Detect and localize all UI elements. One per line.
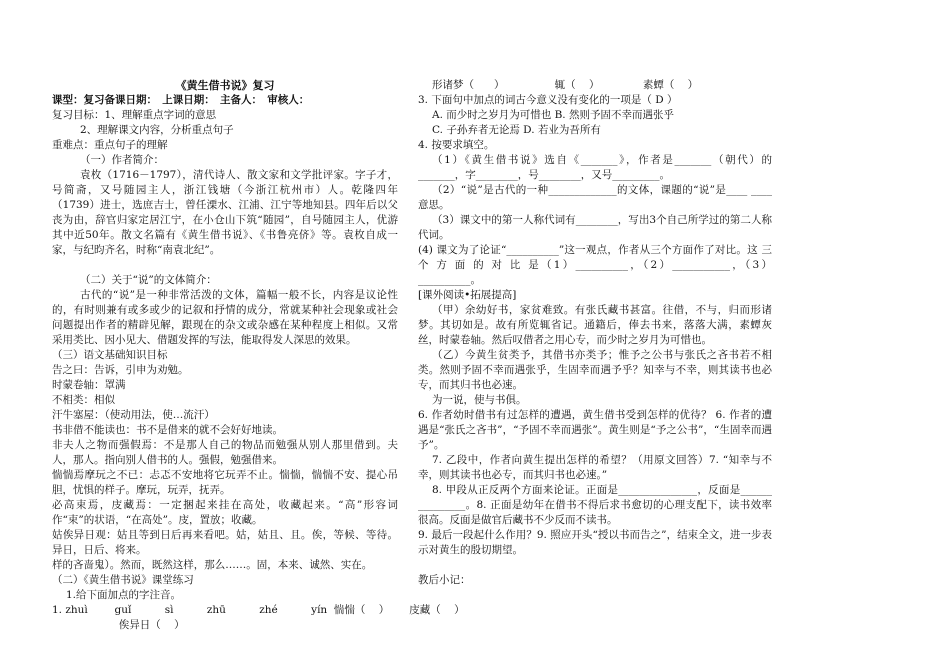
right-line: （乙）今黄生贫类予，其借书亦类予；惟予之公书与张氏之吝书若不相类。然则予固不幸而遇张乎，生固幸而遇予乎？知幸与不幸，则其读书也必专，而其归书也必速。: [418, 349, 772, 391]
left-line: 1.给下面加点的字注音。: [66, 589, 182, 601]
right-line: [418, 558, 772, 573]
left-line: 1. zhuì guǐ sì zhū zhé yín 惴惴（ ） 庋藏（ ）: [52, 604, 465, 616]
right-line: （1）《黄生借书说》选自《_______》，作者是_______（朝代）的_______，字________，号________，又号_________。: [418, 154, 772, 181]
right-line: 8. 甲段从正反两个方面来论证。正面是_______________，反面是______ _________。8. 正面是幼年在借书不得后求书愈切的心理支配下，读书效率很高。反面是做官后藏书不少反而不读书。: [418, 484, 772, 526]
left-line: 汗牛塞屋：（使动用法，使…流汗）: [52, 409, 215, 421]
left-line: 非夫人之物而强假焉：不是那人自己的物品而勉强从别人那里借到。夫人，那人。指向别人借书的人。强假，勉强借来。: [52, 439, 398, 466]
left-line: （二）关于“说”的文体简介：: [80, 274, 217, 286]
left-line: 必高束焉，庋藏焉：一定捆起来挂在高处，收藏起来。“高”形容词作“束”的状语，“在高处”。庋，置放；收藏。: [52, 499, 398, 526]
left-line: 告之曰：告诉，引申为劝勉。: [52, 364, 189, 376]
left-line: 姑俟异日观：姑且等到日后再来看吧。姑，姑且、且。俟，等候、等待。异日，日后、将来。: [52, 529, 398, 556]
right-line: 4. 按要求填空。: [418, 139, 495, 151]
document-title: 《黄生借书说》复习: [175, 79, 275, 92]
left-line: 书非借不能读也：书不是借来的就不会好好地读。: [52, 424, 283, 436]
left-line: 重难点：重点句子的理解: [52, 139, 168, 151]
right-line: 形诸梦（ ） 辄（ ） 素蟫（ ）: [432, 79, 699, 91]
right-line: A. 而少时之岁月为可惜也 B. 然则予固不幸而遇张乎: [432, 109, 674, 121]
right-line: 7. 乙段中，作者向黄生提出怎样的希望？（用原文回答）7. “知幸与不幸，则其读书也必专，而其归书也必速。”: [418, 454, 772, 481]
left-line: 2、理解课文内容，分析重点句子: [80, 124, 234, 136]
right-line: （3）课文中的第一人称代词有________，写出3个自己所学过的第二人称代词。: [418, 214, 772, 241]
right-line: C. 子孙弃者无论焉 D. 若业为吾所有: [432, 124, 601, 136]
left-line: 惴惴焉摩玩之不已：忐忑不安地将它玩弄不止。惴惴，惴惴不安、提心吊胆，忧惧的样子。摩玩，玩弄，抚弄。: [52, 469, 398, 496]
left-line: 古代的“说”是一种非常活泼的文体，篇幅一般不长，内容是议论性的，有时则兼有或多或少的记叙和抒情的成分，常就某种社会现象或社会问题提出作者的精辟见解，跟现在的杂文或杂感在某种程度上相似。又常采用类比、因小见大、借题发挥的写法，能取得发人深思的效果。: [52, 289, 398, 346]
left-line: （二）《黄生借书说》课堂练习: [52, 574, 194, 586]
left-line: [52, 258, 398, 273]
right-line: (4) 课文为了论证“__________”这一观点，作者从三个方面作了对比。这 三 个 方 面 的 对 比 是（1）__________，（2）___________，（3）__________。: [418, 244, 772, 286]
lesson-meta: 课型：复习备课日期： 上课日期： 主备人： 审核人：: [52, 94, 310, 106]
left-line: 复习目标：1、理解重点字词的意思: [52, 109, 217, 121]
left-line: 时蒙卷轴：罩满: [52, 379, 126, 391]
left-line: 不相类：相似: [52, 394, 115, 406]
right-line: （2）“说”是古代的一种_____________的文体，课题的“说”是____ ____意思。: [418, 184, 772, 211]
left-line: （三）语文基础知识目标: [52, 349, 168, 361]
left-line: 俟异日（ ）: [52, 619, 185, 631]
right-line: 为一说，使与书俱。: [432, 394, 527, 406]
right-column: [418, 78, 772, 588]
right-line: 3. 下面句中加点的词古今意义没有变化的一项是（ D ）: [418, 94, 678, 106]
right-line: （甲）余幼好书，家贫难致。有张氏藏书甚富。往借，不与，归而形诸梦。其切如是。故有所览辄省记。通籍后，俸去书来，落落大满，素蟫灰丝，时蒙卷轴。然后叹借者之用心专，而少时之岁月为可惜也。: [418, 304, 772, 346]
left-line: （一）作者简介：: [80, 154, 164, 166]
left-line: 袁枚（1716－1797），清代诗人、散文家和文学批评家。字子才，号简斋，又号随园主人，浙江钱塘（今浙江杭州市）人。乾隆四年（1739）进士，选庶吉士，曾任溧水、江浦、江宁等地知县。四年后以父丧为由，辞官归家定居江宁，在小仓山下筑“随园”，自号随园主人，优游其中近50年。散文名篇有《黄生借书说》、《书鲁亮侪》等。袁枚自成一家，与纪昀齐名，时称“南袁北纪”。: [52, 169, 398, 256]
left-line: 样的吝啬鬼）。然而，既然这样，那么……。固，本来、诚然、实在。: [52, 559, 373, 571]
right-line: 6. 作者幼时借书有过怎样的遭遇，黄生借书受到怎样的优待？ 6. 作者的遭遇是“张氏之吝书”，“予固不幸而遇张”。黄生则是“予之公书”，“生固幸而遇予”。: [418, 409, 772, 451]
right-line: [课外阅读•拓展提高]: [418, 289, 517, 301]
right-line: 教后小记：: [418, 574, 471, 586]
right-line: 9. 最后一段起什么作用？9. 照应开头“授以书而告之”，结束全文，进一步表示对黄生的殷切期望。: [418, 529, 772, 556]
